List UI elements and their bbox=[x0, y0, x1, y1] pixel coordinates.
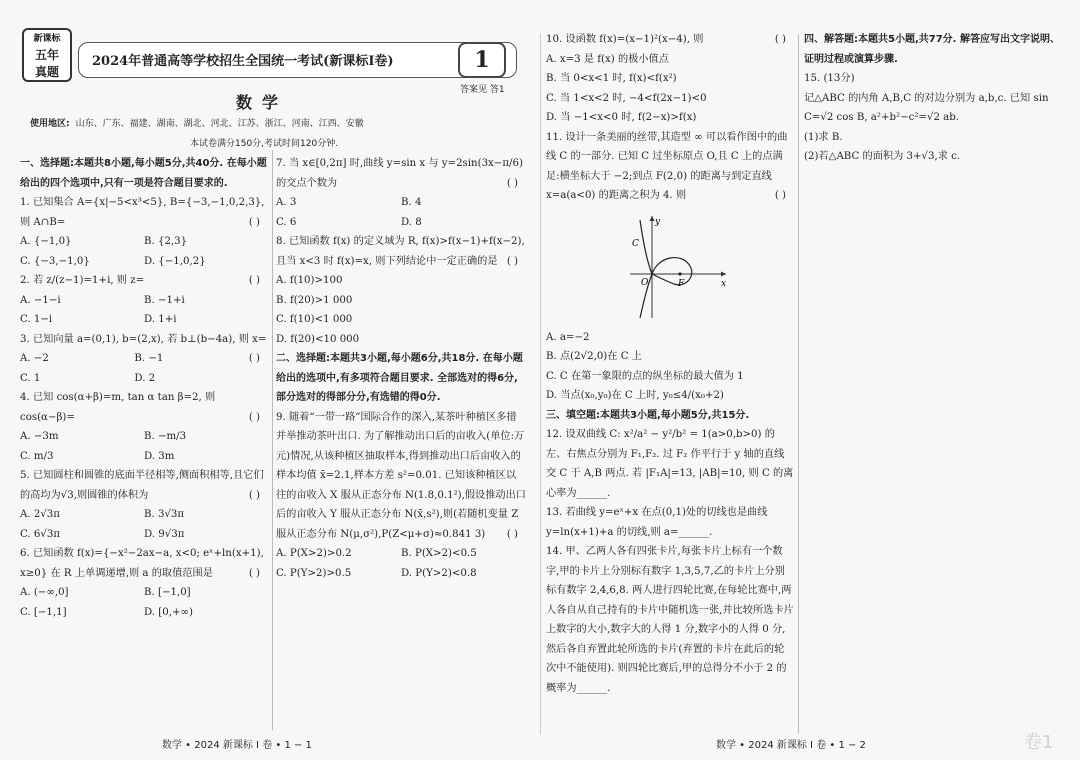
logo-bottom: 真题 bbox=[34, 65, 59, 79]
question-10: 10. 设函数 f(x)=(x−1)²(x−4), 则 ( ) bbox=[546, 34, 786, 45]
column-4 bbox=[804, 30, 1060, 167]
question-2-options: A. −1−i B. −1+i C. 1−i D. 1+i bbox=[20, 294, 185, 325]
footer-page-2: 数学 • 2024 新课标 Ⅰ 卷 • 1 − 2 bbox=[716, 740, 866, 751]
question-6: 6. 已知函数 f(x)={−x²−2ax−a, x<0; eˣ+ln(x+1), x≥0} 在 R 上单调递增,则 a 的取值范围是 ( ) bbox=[20, 548, 264, 579]
question-13: 13. 若曲线 y=eˣ+x 在点(0,1)处的切线也是曲线 y=ln(x+1)+a 的切线,则 a=______. bbox=[546, 507, 768, 538]
section-2-heading: 二、选择题:本题共3小题,每小题6分,共18分. 在每小题给出的选项中,有多项符合题目要求. 全部选对的得6分,部分选对的得部分分,有选错的得0分. bbox=[276, 353, 523, 403]
question-8-options: A. f(10)>100 B. f(20)>1 000 C. f(10)<1 000 D. f(20)<10 000 bbox=[276, 275, 360, 345]
question-15-part-1: (1)求 B. bbox=[804, 131, 843, 143]
question-9-options: A. P(X>2)>0.2 B. P(X>2)<0.5 C. P(Y>2)>0.5 D. P(Y>2)<0.8 bbox=[276, 548, 477, 579]
x-label: x bbox=[721, 278, 727, 289]
logo-mid: 五年 bbox=[34, 48, 59, 62]
corner-watermark: 卷1 bbox=[1024, 732, 1054, 753]
section-4-heading: 四、解答题:本题共5小题,共77分. 解答应写出文字说明、证明过程或演算步骤. bbox=[804, 34, 1060, 65]
question-15-heading: 15. (13分) bbox=[804, 73, 855, 84]
subject-title: 数学 bbox=[236, 93, 289, 112]
question-2: 2. 若 z/(z−1)=1+i, 则 z= ( ) bbox=[20, 275, 260, 286]
question-11-option-c: C. C 在第一象限的点的纵坐标的最大值为 1 bbox=[546, 370, 744, 382]
exam-title: 2024年普通高等学校招生全国统一考试(新课标Ⅰ卷) bbox=[92, 54, 394, 69]
question-11: 11. 设计一条美丽的丝带,其造型 ∞ 可以看作图中的曲线 C 的一部分. 已知 C 过坐标原点 O,且 C 上的点满足:横坐标大于 −2;到点 F(2,0) 的距离与到定直线 x=a(a<0) 的距离之积为 4. 则 ( ) bbox=[546, 131, 788, 201]
exam-number: 1 bbox=[458, 42, 506, 78]
region-value: 山东、广东、福建、湖南、湖北、河北、江苏、浙江、河南、江西、安徽 bbox=[75, 119, 364, 129]
y-axis-arrow bbox=[650, 216, 655, 221]
curve-branch bbox=[640, 220, 652, 318]
origin-label: O bbox=[641, 277, 649, 288]
question-1-options: A. {−1,0} B. {2,3} C. {−3,−1,0} D. {−1,0,2} bbox=[20, 236, 206, 267]
question-4-options: A. −3m B. −m/3 C. m/3 D. 3m bbox=[20, 431, 187, 462]
question-12: 12. 设双曲线 C: x²/a² − y²/b² = 1(a>0,b>0) 的左、右焦点分别为 F₁,F₂. 过 F₂ 作平行于 y 轴的直线交 C 于 A,B 两点. 若 |F₁A|=13, |AB|=10, 则 C 的离心率为______. bbox=[546, 429, 794, 499]
question-5-options: A. 2√3π B. 3√3π C. 6√3π D. 9√3π bbox=[20, 509, 185, 540]
question-1: 1. 已知集合 A={x|−5<x³<5}, B={−3,−1,0,2,3}, 则 A∩B= ( ) bbox=[20, 197, 265, 228]
question-11-option-a: A. a=−2 bbox=[546, 331, 590, 343]
logo bbox=[22, 28, 72, 82]
question-11-option-b: B. 点(2√2,0)在 C 上 bbox=[546, 351, 642, 362]
section-3-heading: 三、填空题:本题共3小题,每小题5分,共15分. bbox=[546, 409, 750, 421]
region-line bbox=[30, 116, 364, 129]
question-10-option-c: C. 当 1<x<2 时, −4<f(2x−1)<0 bbox=[546, 92, 707, 104]
question-4: 4. 已知 cos(α+β)=m, tan α tan β=2, 则 cos(α−β)= ( ) bbox=[20, 392, 260, 423]
question-9: 9. 随着“一带一路”国际合作的深入,某茶叶种植区多措并举推动茶叶出口. 为了解推动出口后的亩收入(单位:万元)情况,从该种植区抽取样本,得到推动出口后亩收入的样本均值 x̄=2.1,样本方差 s²=0.01. 已知该种植区以往的亩收入 X 服从正态分布 N(1.8,0.1²),假设推动出口后的亩收入 Y 服从正态分布 N(x̄,s²),则(若随机变量 Z 服从正态分布 N(μ,σ²),P(Z<μ+σ)≈0.841 3) ( ) bbox=[276, 411, 526, 540]
column-3 bbox=[546, 30, 794, 698]
region-label: 使用地区: bbox=[30, 119, 70, 129]
question-3: 3. 已知向量 a=(0,1), b=(2,x), 若 b⊥(b−4a), 则 x= ( ) bbox=[20, 333, 267, 364]
x-axis-arrow bbox=[721, 271, 726, 276]
question-15-part-2: (2)若△ABC 的面积为 3+√3,求 c. bbox=[804, 151, 961, 162]
focus-point bbox=[678, 272, 681, 275]
question-10-option-d: D. 当 −1<x<0 时, f(2−x)>f(x) bbox=[546, 112, 697, 123]
question-7: 7. 当 x∈[0,2π] 时,曲线 y=sin x 与 y=2sin(3x−π/6) 的交点个数为 ( ) bbox=[276, 158, 523, 189]
question-7-options: A. 3 B. 4 C. 6 D. 8 bbox=[276, 197, 422, 228]
column-2 bbox=[276, 154, 526, 583]
logo-top: 新课标 bbox=[33, 34, 61, 44]
focus-label: F bbox=[678, 278, 685, 289]
y-label: y bbox=[655, 216, 661, 227]
curve-label: C bbox=[632, 238, 639, 249]
question-5: 5. 已知圆柱和圆锥的底面半径相等,侧面积相等,且它们的高均为√3,则圆锥的体积为 ( ) bbox=[20, 470, 264, 501]
question-3-options: A. −2 B. −1 C. 1 D. 2 bbox=[20, 353, 164, 384]
answer-reference: 答案见 答1 bbox=[460, 85, 505, 95]
question-6-options: A. (−∞,0] B. [−1,0] C. [−1,1] D. [0,+∞) bbox=[20, 587, 193, 618]
curve-figure bbox=[622, 212, 732, 322]
question-10-option-a: A. x=3 是 f(x) 的极小值点 bbox=[546, 53, 669, 65]
question-14: 14. 甲、乙两人各有四张卡片,每张卡片上标有一个数字,甲的卡片上分别标有数字 1,3,5,7,乙的卡片上分别标有数字 2,4,6,8. 两人进行四轮比赛,在每轮比赛中,两人各自从自己持有的卡片中随机选一张,并比较所选卡片上数字的大小,数字大的人得 1 分,数字小的人得 0 分,然后各自弃置此轮所选的卡片(弃置的卡片在此后的轮次中不能使用). 则四轮比赛后,甲的总得分不小于 2 的概率为______. bbox=[546, 546, 794, 694]
column-1 bbox=[20, 154, 268, 622]
curve-loop bbox=[652, 257, 692, 284]
curve-figure-svg bbox=[622, 212, 732, 322]
page-divider bbox=[540, 34, 541, 734]
footer-page-1: 数学 • 2024 新课标 Ⅰ 卷 • 1 − 1 bbox=[162, 740, 312, 751]
question-11-option-d: D. 当点(x₀,y₀)在 C 上时, y₀≤4/(x₀+2) bbox=[546, 390, 724, 401]
question-15-stem: 记△ABC 的内角 A,B,C 的对边分别为 a,b,c. 已知 sin C=√2 cos B, a²+b²−c²=√2 ab. bbox=[804, 92, 1049, 123]
question-10-option-b: B. 当 0<x<1 时, f(x)<f(x²) bbox=[546, 73, 677, 84]
column-divider-2 bbox=[798, 34, 799, 734]
section-1-heading: 一、选择题:本题共8小题,每小题5分,共40分. 在每小题给出的四个选项中,只有一项是符合题目要求的. bbox=[20, 158, 267, 189]
column-divider-1 bbox=[272, 150, 273, 730]
score-info: 本试卷满分150分,考试时间120分钟. bbox=[190, 139, 339, 149]
question-8: 8. 已知函数 f(x) 的定义域为 R, f(x)>f(x−1)+f(x−2), 且当 x<3 时 f(x)=x, 则下列结论中一定正确的是 ( ) bbox=[276, 236, 525, 267]
